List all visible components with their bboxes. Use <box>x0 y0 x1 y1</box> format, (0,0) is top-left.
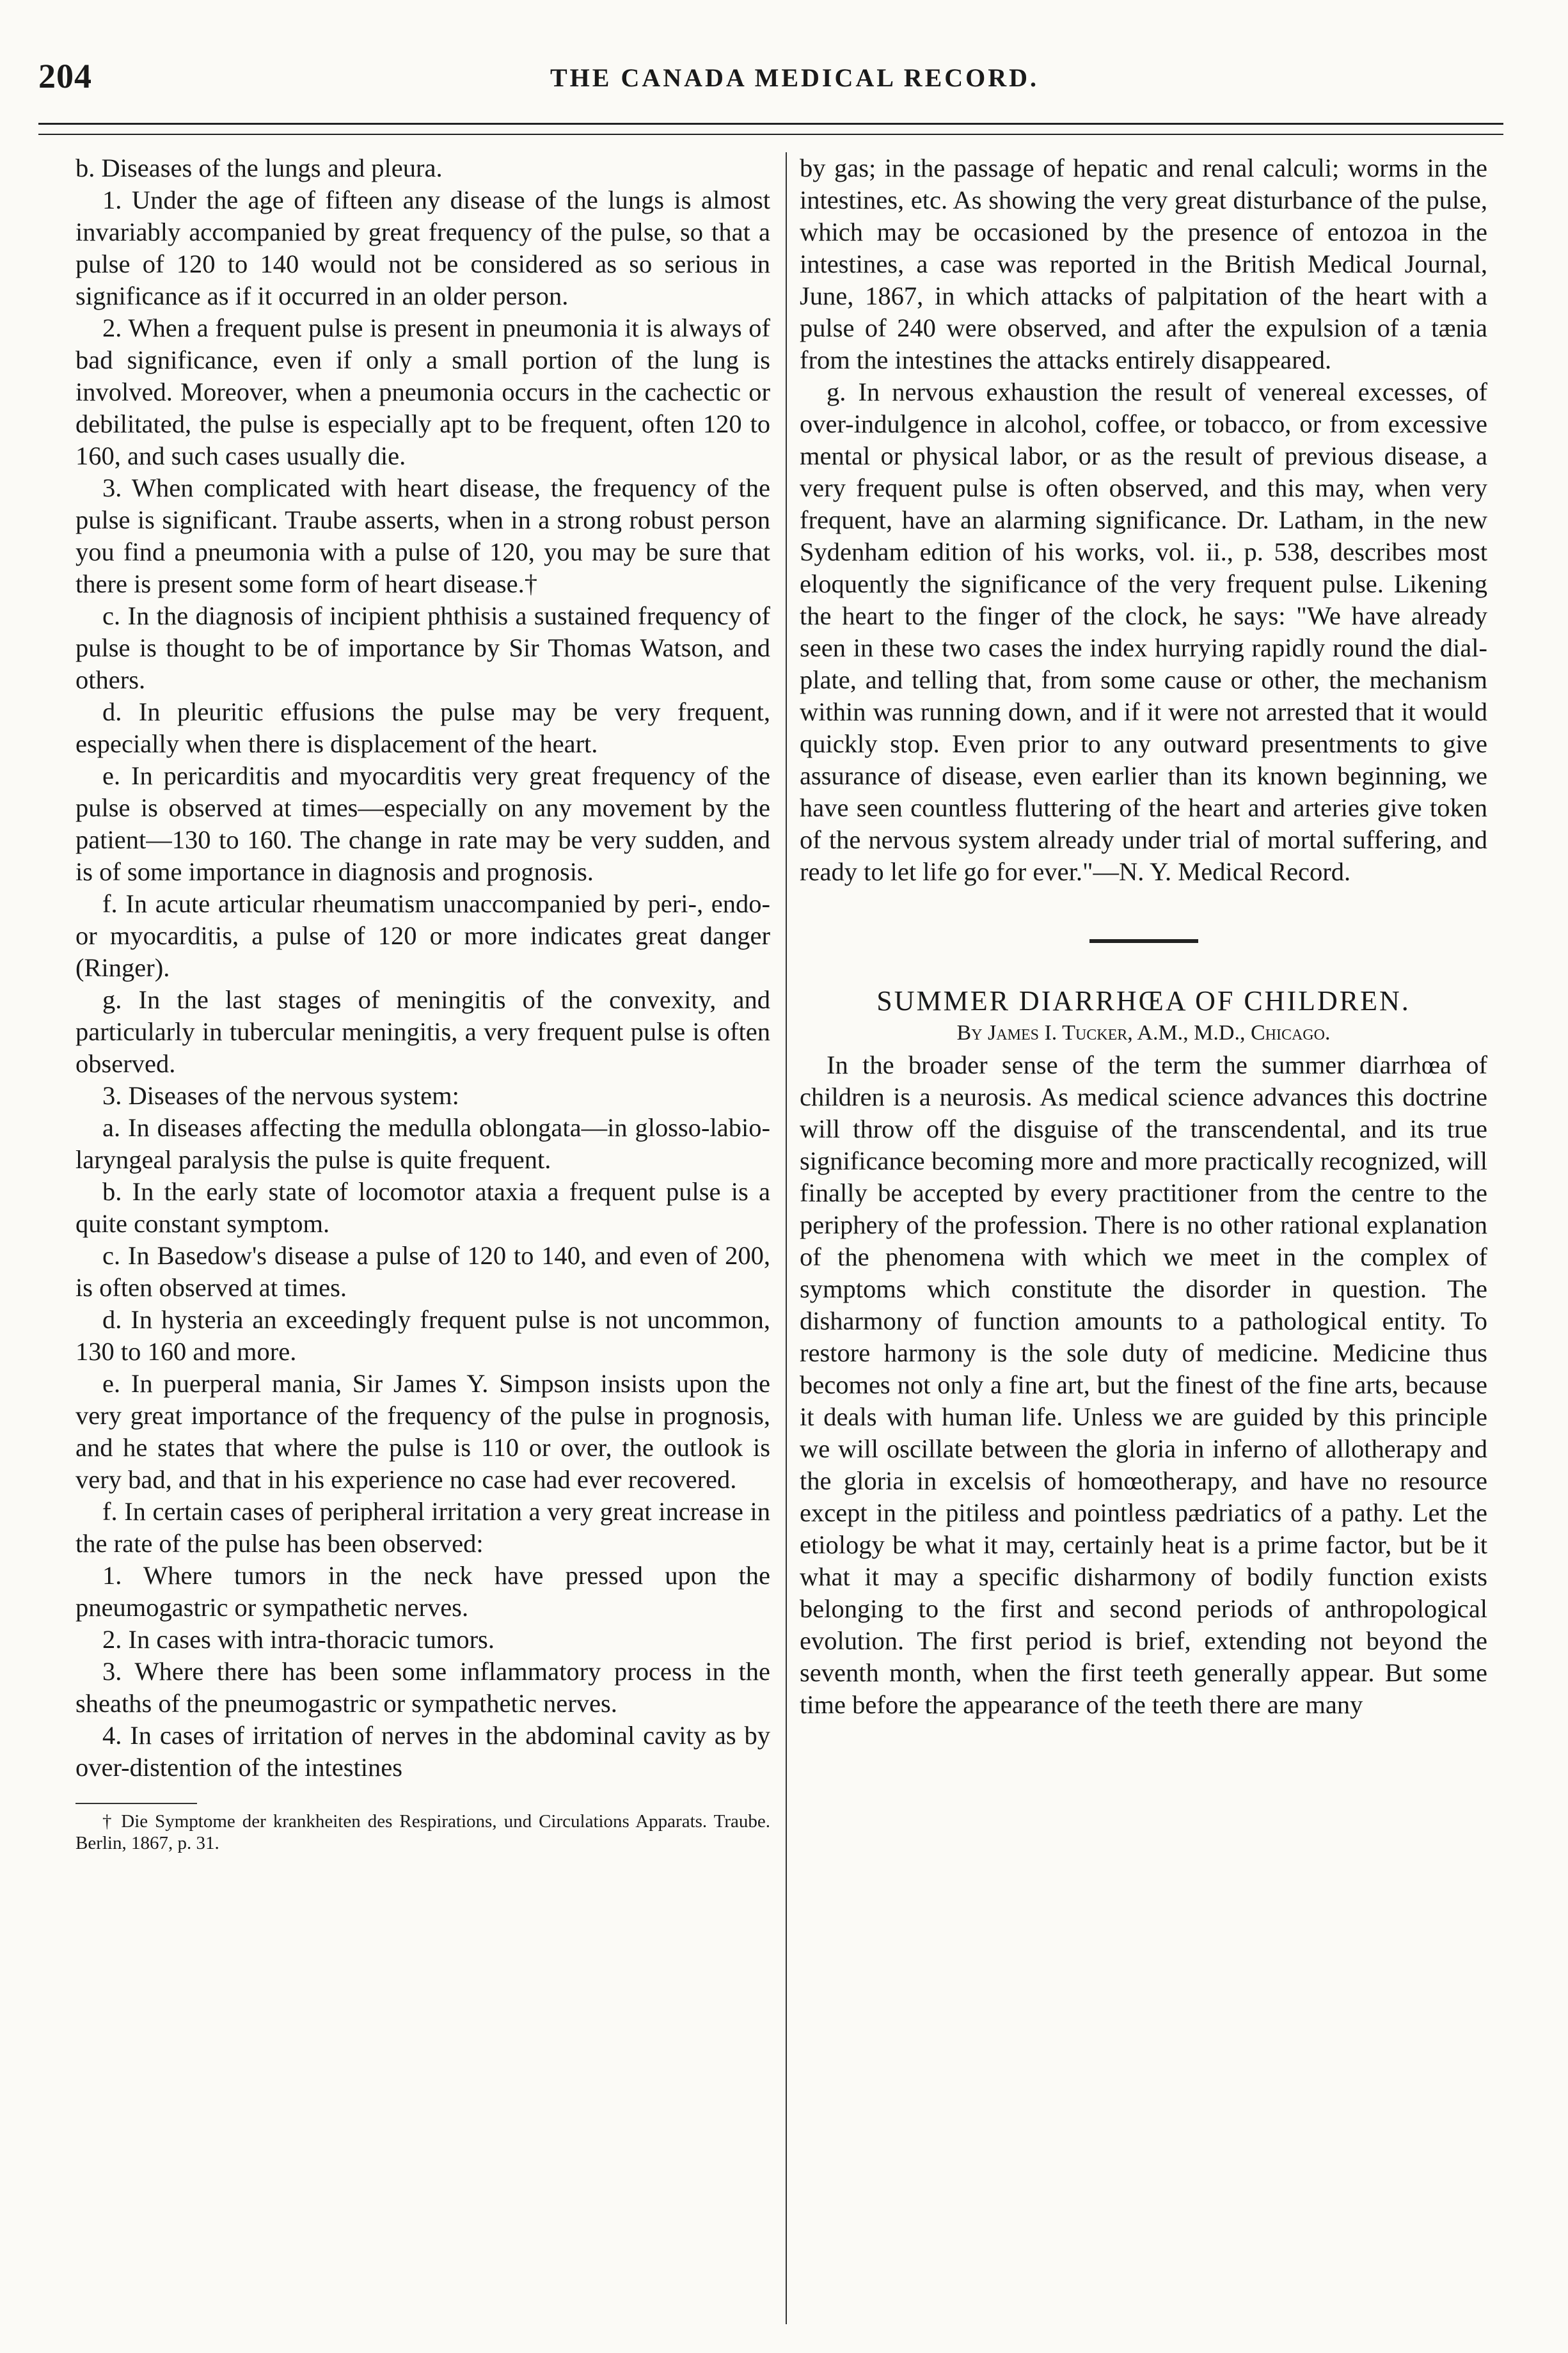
paragraph: 3. When complicated with heart disease, the frequency of the pulse is significant. Traube asserts, when in a strong robust person you find a pneumonia with a pulse of 120, you may be sure that there is present some form of heart disease.† <box>75 473 770 598</box>
section-title: SUMMER DIARRHŒA OF CHILDREN. <box>876 985 1411 1017</box>
header-rule <box>38 123 1503 135</box>
paragraph: d. In hysteria an exceedingly frequent pulse is not uncommon, 130 to 160 and more. <box>75 1305 770 1366</box>
byline: By James I. Tucker, A.M., M.D., Chicago. <box>956 1021 1331 1045</box>
paragraph: b. In the early state of locomotor ataxia a frequent pulse is a quite constant symptom. <box>75 1177 770 1238</box>
paragraph: g. In the last stages of meningitis of the convexity, and particularly in tubercular meningitis, a very frequent pulse is often observed. <box>75 985 770 1078</box>
paragraph: b. Diseases of the lungs and pleura. <box>75 154 443 182</box>
paragraph: 2. When a frequent pulse is present in pneumonia it is always of bad significance, even if only a small portion of the lung is involved. Moreover, when a pneumonia occurs in the cachectic or debilitated, the pulse is especially apt to be frequent, often 120 to 160, and such cases usually die. <box>75 313 770 470</box>
page-number: 204 <box>38 57 92 95</box>
paragraph: f. In certain cases of peripheral irritation a very great increase in the rate of the pulse has been observed: <box>75 1497 770 1558</box>
paragraph: d. In pleuritic effusions the pulse may be very frequent, especially when there is displacement of the heart. <box>75 697 770 758</box>
paragraph: 3. Diseases of the nervous system: <box>102 1081 459 1110</box>
paragraph: 1. Under the age of fifteen any disease of the lungs is almost invariably accompanied by great frequency of the pulse, so that a pulse of 120 to 140 would not be considered as so serious in significance as if it occurred in an older person. <box>75 186 770 310</box>
paragraph: a. In diseases affecting the medulla oblongata—in glosso-labio-laryngeal paralysis the pulse is quite frequent. <box>75 1113 770 1174</box>
page-header <box>38 56 1510 101</box>
paragraph: 2. In cases with intra-thoracic tumors. <box>102 1625 495 1654</box>
left-column <box>75 152 770 1854</box>
paragraph: 3. Where there has been some inflammatory process in the sheaths of the pneumogastric or sympathetic nerves. <box>75 1657 770 1718</box>
paragraph: In the broader sense of the term the summer diarrhœa of children is a neurosis. As medical science advances this doctrine will throw off the disguise of the transcendental, and its true significance becoming more and more practically recognized, will finally be accepted by every practitioner from the centre to the periphery of the profession. There is no other rational explanation of the phenomena with which we meet in the complex of symptoms which constitute the disorder in question. The disharmony of function amounts to a pathological entity. To restore harmony is the sole duty of medicine. Medicine thus becomes not only a fine art, but the finest of the fine arts, because it deals with human life. Unless we are guided by this principle we will oscillate between the gloria in inferno of allotherapy and the gloria in excelsis of homœotherapy, and have no resource except in the pitiless and pointless pædriatics of a pathy. Let the etiology be what it may, certainly heat is a prime factor, but be it what it may a specific disharmony of bodily function exists belonging to the first and second periods of anthropological evolution. The first period is brief, extending not beyond the seventh month, when the first teeth generally appear. But some time before the appearance of the teeth there are many <box>800 1050 1487 1719</box>
paragraph: f. In acute articular rheumatism unaccompanied by peri-, endo- or myocarditis, a pulse of 120 or more indicates great danger (Ringer). <box>75 889 770 982</box>
paragraph: 1. Where tumors in the neck have pressed upon the pneumogastric or sympathetic nerves. <box>75 1561 770 1622</box>
paragraph: e. In pericarditis and myocarditis very great frequency of the pulse is observed at times—especially on any movement by the patient—130 to 160. The change in rate may be very sudden, and is of some importance in diagnosis and prognosis. <box>75 761 770 886</box>
footnote-rule <box>75 1803 197 1804</box>
column-divider <box>786 152 787 2324</box>
paragraph: c. In the diagnosis of incipient phthisis a sustained frequency of pulse is thought to be of importance by Sir Thomas Watson, and others. <box>75 601 770 694</box>
section-rule <box>1089 939 1198 943</box>
paragraph: g. In nervous exhaustion the result of venereal excesses, of over-indulgence in alcohol, coffee, or tobacco, or from excessive mental or physical labor, or as the result of previous disease, a very frequent pulse is often observed, and this may, when very frequent, have an alarming significance. Dr. Latham, in the new Sydenham edition of his works, vol. ii., p. 538, describes most eloquently the significance of the very frequent pulse. Likening the heart to the finger of the clock, he says: "We have already seen in these two cases the index hurrying rapidly round the dial-plate, and telling that, from some cause or other, the mechanism within was running down, and if it were not arrested that it would quickly stop. Even prior to any outward presentments to give assurance of disease, even earlier than its known beginning, we have seen countless fluttering of the heart and arteries give token of the nervous system already under trial of mortal suffering, and ready to let life go for ever."—N. Y. Medical Record. <box>800 377 1487 886</box>
footnote: † Die Symptome der krankheiten des Respirations, und Circulations Apparats. Traube. Berlin, 1867, p. 31. <box>75 1811 770 1853</box>
right-column <box>800 152 1487 1721</box>
paragraph: 4. In cases of irritation of nerves in the abdominal cavity as by over-distention of the intestines <box>75 1721 770 1782</box>
running-head: THE CANADA MEDICAL RECORD. <box>550 63 1040 92</box>
paragraph: c. In Basedow's disease a pulse of 120 to 140, and even of 200, is often observed at times. <box>75 1241 770 1302</box>
paragraph: e. In puerperal mania, Sir James Y. Simpson insists upon the very great importance of the frequency of the pulse in prognosis, and he states that where the pulse is 110 or over, the outlook is very bad, and that in his experience no case had ever recovered. <box>75 1369 770 1494</box>
paragraph: by gas; in the passage of hepatic and renal calculi; worms in the intestines, etc. As showing the very great disturbance of the pulse, which may be occasioned by the presence of entozoa in the intestines, a case was reported in the British Medical Journal, June, 1867, in which attacks of palpitation of the heart with a pulse of 240 were observed, and after the expulsion of a tænia from the intestines the attacks entirely disappeared. <box>800 154 1487 374</box>
